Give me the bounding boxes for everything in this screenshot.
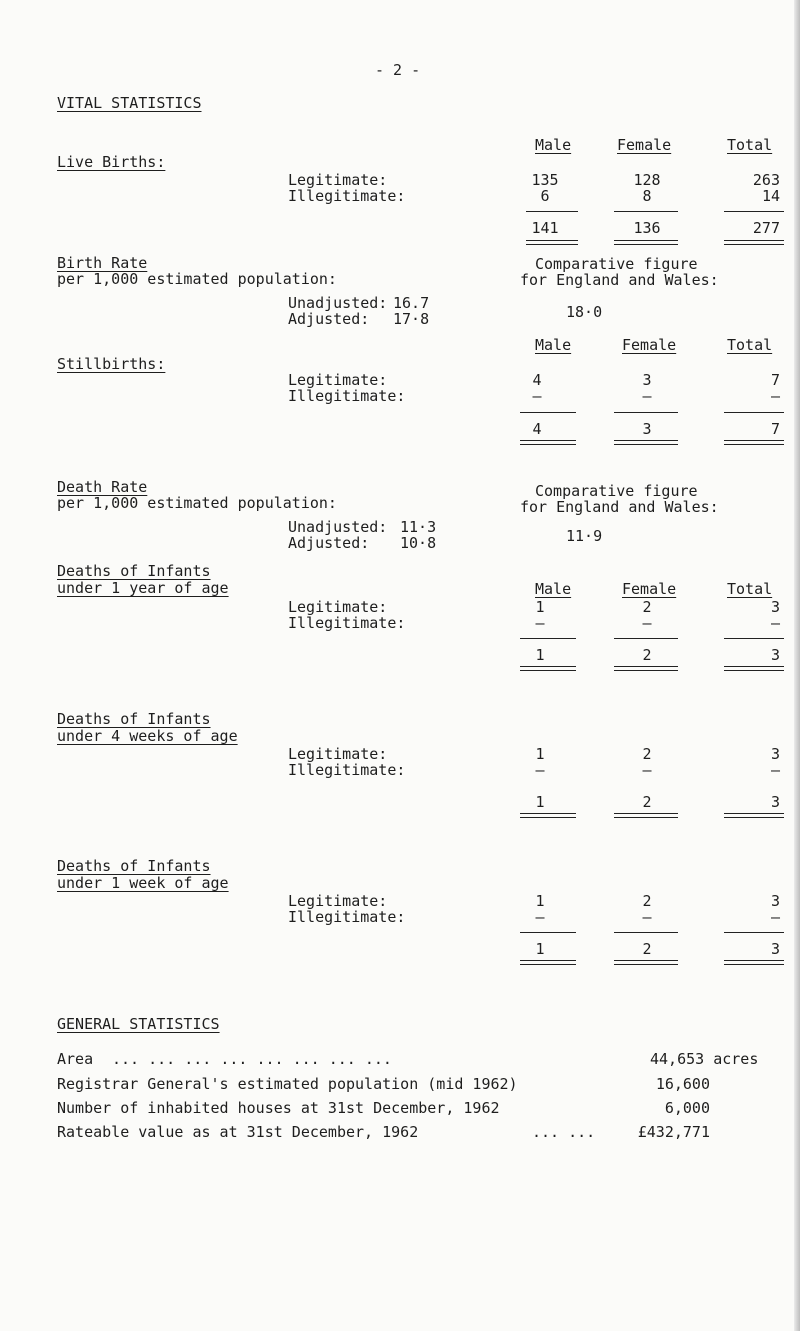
- col-header-female: Female: [622, 336, 677, 354]
- infants-year-illegit-male: –: [535, 614, 545, 632]
- total-double-rule: [520, 666, 576, 671]
- live-births-total-male: 141: [531, 219, 559, 237]
- houses-label: Number of inhabited houses at 31st December, 1962: [57, 1099, 500, 1117]
- death-rate-comparative-line2: for England and Wales:: [520, 498, 719, 516]
- live-births-illegit-total: 14: [761, 187, 780, 205]
- legitimate-label: Legitimate:: [288, 171, 388, 189]
- live-births-total-female: 136: [633, 219, 661, 237]
- total-double-rule: [614, 813, 678, 818]
- death-rate-per: per 1,000 estimated population:: [57, 494, 337, 512]
- infants-week-illegit-male: –: [535, 908, 545, 926]
- houses-value: 6,000: [664, 1099, 710, 1117]
- legitimate-label: Legitimate:: [288, 598, 388, 616]
- total-double-rule: [724, 666, 784, 671]
- subtotal-rule: [614, 638, 678, 639]
- birth-rate-per: per 1,000 estimated population:: [57, 270, 337, 288]
- col-header-total: Total: [727, 336, 773, 354]
- live-births-label: Live Births:: [57, 153, 166, 171]
- infants-week-title-line2: under 1 week of age: [57, 874, 229, 892]
- infants-week-total-total: 3: [770, 940, 780, 958]
- stillbirths-legit-male: 4: [532, 371, 542, 389]
- infants-year-title-line2: under 1 year of age: [57, 579, 229, 597]
- total-double-rule: [520, 440, 576, 445]
- page-number: - 2 -: [375, 61, 421, 79]
- infants-week-title-line1: Deaths of Infants: [57, 857, 211, 875]
- area-value: 44,653 acres: [650, 1050, 759, 1068]
- birth-rate-comparative-value: 18·0: [566, 303, 603, 321]
- legitimate-label: Legitimate:: [288, 371, 388, 389]
- total-double-rule: [724, 960, 784, 965]
- stillbirths-illegit-male: –: [532, 387, 542, 405]
- subtotal-rule: [520, 412, 576, 413]
- infants-year-total-female: 2: [642, 646, 652, 664]
- stillbirths-total-total: 7: [770, 420, 780, 438]
- birth-rate-unadjusted-label: Unadjusted:: [288, 294, 388, 312]
- death-rate-comparative-line1: Comparative figure: [535, 482, 698, 500]
- infants-4weeks-illegit-female: –: [642, 761, 652, 779]
- subtotal-rule: [614, 412, 678, 413]
- legitimate-label: Legitimate:: [288, 892, 388, 910]
- col-header-total: Total: [727, 580, 773, 598]
- subtotal-rule: [724, 638, 784, 639]
- live-births-legit-total: 263: [752, 171, 780, 189]
- subtotal-rule: [724, 932, 784, 933]
- col-header-male: Male: [535, 580, 572, 598]
- infants-4weeks-title-line1: Deaths of Infants: [57, 710, 211, 728]
- total-double-rule: [724, 440, 784, 445]
- birth-rate-comparative-line2: for England and Wales:: [520, 271, 719, 289]
- infants-4weeks-total-total: 3: [770, 793, 780, 811]
- live-births-total-total: 277: [752, 219, 780, 237]
- illegitimate-label: Illegitimate:: [288, 908, 406, 926]
- section-title-vital-statistics: VITAL STATISTICS: [57, 94, 202, 112]
- infants-year-illegit-female: –: [642, 614, 652, 632]
- infants-year-legit-female: 2: [642, 598, 652, 616]
- infants-year-title-line1: Deaths of Infants: [57, 562, 211, 580]
- death-rate-adjusted-label: Adjusted:: [288, 534, 370, 552]
- legitimate-label: Legitimate:: [288, 745, 388, 763]
- rateable-leader-dots: ... ...: [532, 1123, 596, 1141]
- infants-week-legit-male: 1: [535, 892, 545, 910]
- live-births-illegit-female: 8: [642, 187, 652, 205]
- subtotal-rule: [724, 412, 784, 413]
- infants-year-legit-total: 3: [770, 598, 780, 616]
- illegitimate-label: Illegitimate:: [288, 761, 406, 779]
- subtotal-rule: [724, 211, 784, 212]
- infants-week-legit-total: 3: [770, 892, 780, 910]
- infants-4weeks-illegit-male: –: [535, 761, 545, 779]
- total-double-rule: [614, 440, 678, 445]
- infants-week-illegit-total: –: [770, 908, 780, 926]
- stillbirths-legit-female: 3: [642, 371, 652, 389]
- infants-4weeks-total-male: 1: [535, 793, 545, 811]
- illegitimate-label: Illegitimate:: [288, 387, 406, 405]
- subtotal-rule: [520, 932, 576, 933]
- birth-rate-adjusted-value: 17·8: [393, 310, 430, 328]
- death-rate-unadjusted-value: 11·3: [400, 518, 437, 536]
- total-double-rule: [526, 240, 578, 245]
- col-header-female: Female: [622, 580, 677, 598]
- stillbirths-total-male: 4: [532, 420, 542, 438]
- total-double-rule: [520, 960, 576, 965]
- total-double-rule: [614, 240, 678, 245]
- birth-rate-adjusted-label: Adjusted:: [288, 310, 370, 328]
- subtotal-rule: [526, 211, 578, 212]
- death-rate-unadjusted-label: Unadjusted:: [288, 518, 388, 536]
- infants-year-total-male: 1: [535, 646, 545, 664]
- infants-week-legit-female: 2: [642, 892, 652, 910]
- birth-rate-unadjusted-value: 16.7: [393, 294, 430, 312]
- col-header-male: Male: [535, 136, 572, 154]
- infants-year-legit-male: 1: [535, 598, 545, 616]
- infants-4weeks-legit-total: 3: [770, 745, 780, 763]
- col-header-female: Female: [617, 136, 672, 154]
- stillbirths-illegit-total: –: [770, 387, 780, 405]
- live-births-illegit-male: 6: [540, 187, 550, 205]
- page-edge-shadow: [794, 0, 800, 1331]
- rateable-value-label: Rateable value as at 31st December, 1962: [57, 1123, 419, 1141]
- infants-4weeks-title-line2: under 4 weeks of age: [57, 727, 238, 745]
- total-double-rule: [614, 960, 678, 965]
- infants-4weeks-illegit-total: –: [770, 761, 780, 779]
- population-value: 16,600: [655, 1075, 710, 1093]
- total-double-rule: [520, 813, 576, 818]
- total-double-rule: [724, 240, 784, 245]
- total-double-rule: [614, 666, 678, 671]
- col-header-male: Male: [535, 336, 572, 354]
- infants-year-total-total: 3: [770, 646, 780, 664]
- section-title-general-statistics: GENERAL STATISTICS: [57, 1015, 220, 1033]
- stillbirths-total-female: 3: [642, 420, 652, 438]
- infants-4weeks-legit-female: 2: [642, 745, 652, 763]
- infants-4weeks-total-female: 2: [642, 793, 652, 811]
- infants-week-total-female: 2: [642, 940, 652, 958]
- infants-week-total-male: 1: [535, 940, 545, 958]
- subtotal-rule: [520, 638, 576, 639]
- live-births-legit-male: 135: [531, 171, 559, 189]
- infants-4weeks-legit-male: 1: [535, 745, 545, 763]
- stillbirths-legit-total: 7: [770, 371, 780, 389]
- population-label: Registrar General's estimated population (mid 1962): [57, 1075, 518, 1093]
- stillbirths-label: Stillbirths:: [57, 355, 166, 373]
- infants-week-illegit-female: –: [642, 908, 652, 926]
- infants-year-illegit-total: –: [770, 614, 780, 632]
- rateable-value: £432,771: [637, 1123, 710, 1141]
- stillbirths-illegit-female: –: [642, 387, 652, 405]
- col-header-total: Total: [727, 136, 773, 154]
- illegitimate-label: Illegitimate:: [288, 614, 406, 632]
- birth-rate-comparative-line1: Comparative figure: [535, 255, 698, 273]
- death-rate-title: Death Rate: [57, 478, 148, 496]
- total-double-rule: [724, 813, 784, 818]
- birth-rate-title: Birth Rate: [57, 254, 148, 272]
- death-rate-comparative-value: 11·9: [566, 527, 603, 545]
- area-leader-dots: ... ... ... ... ... ... ... ...: [112, 1050, 392, 1068]
- death-rate-adjusted-value: 10·8: [400, 534, 437, 552]
- live-births-legit-female: 128: [633, 171, 661, 189]
- illegitimate-label: Illegitimate:: [288, 187, 406, 205]
- area-label: Area: [57, 1050, 94, 1068]
- subtotal-rule: [614, 932, 678, 933]
- subtotal-rule: [614, 211, 678, 212]
